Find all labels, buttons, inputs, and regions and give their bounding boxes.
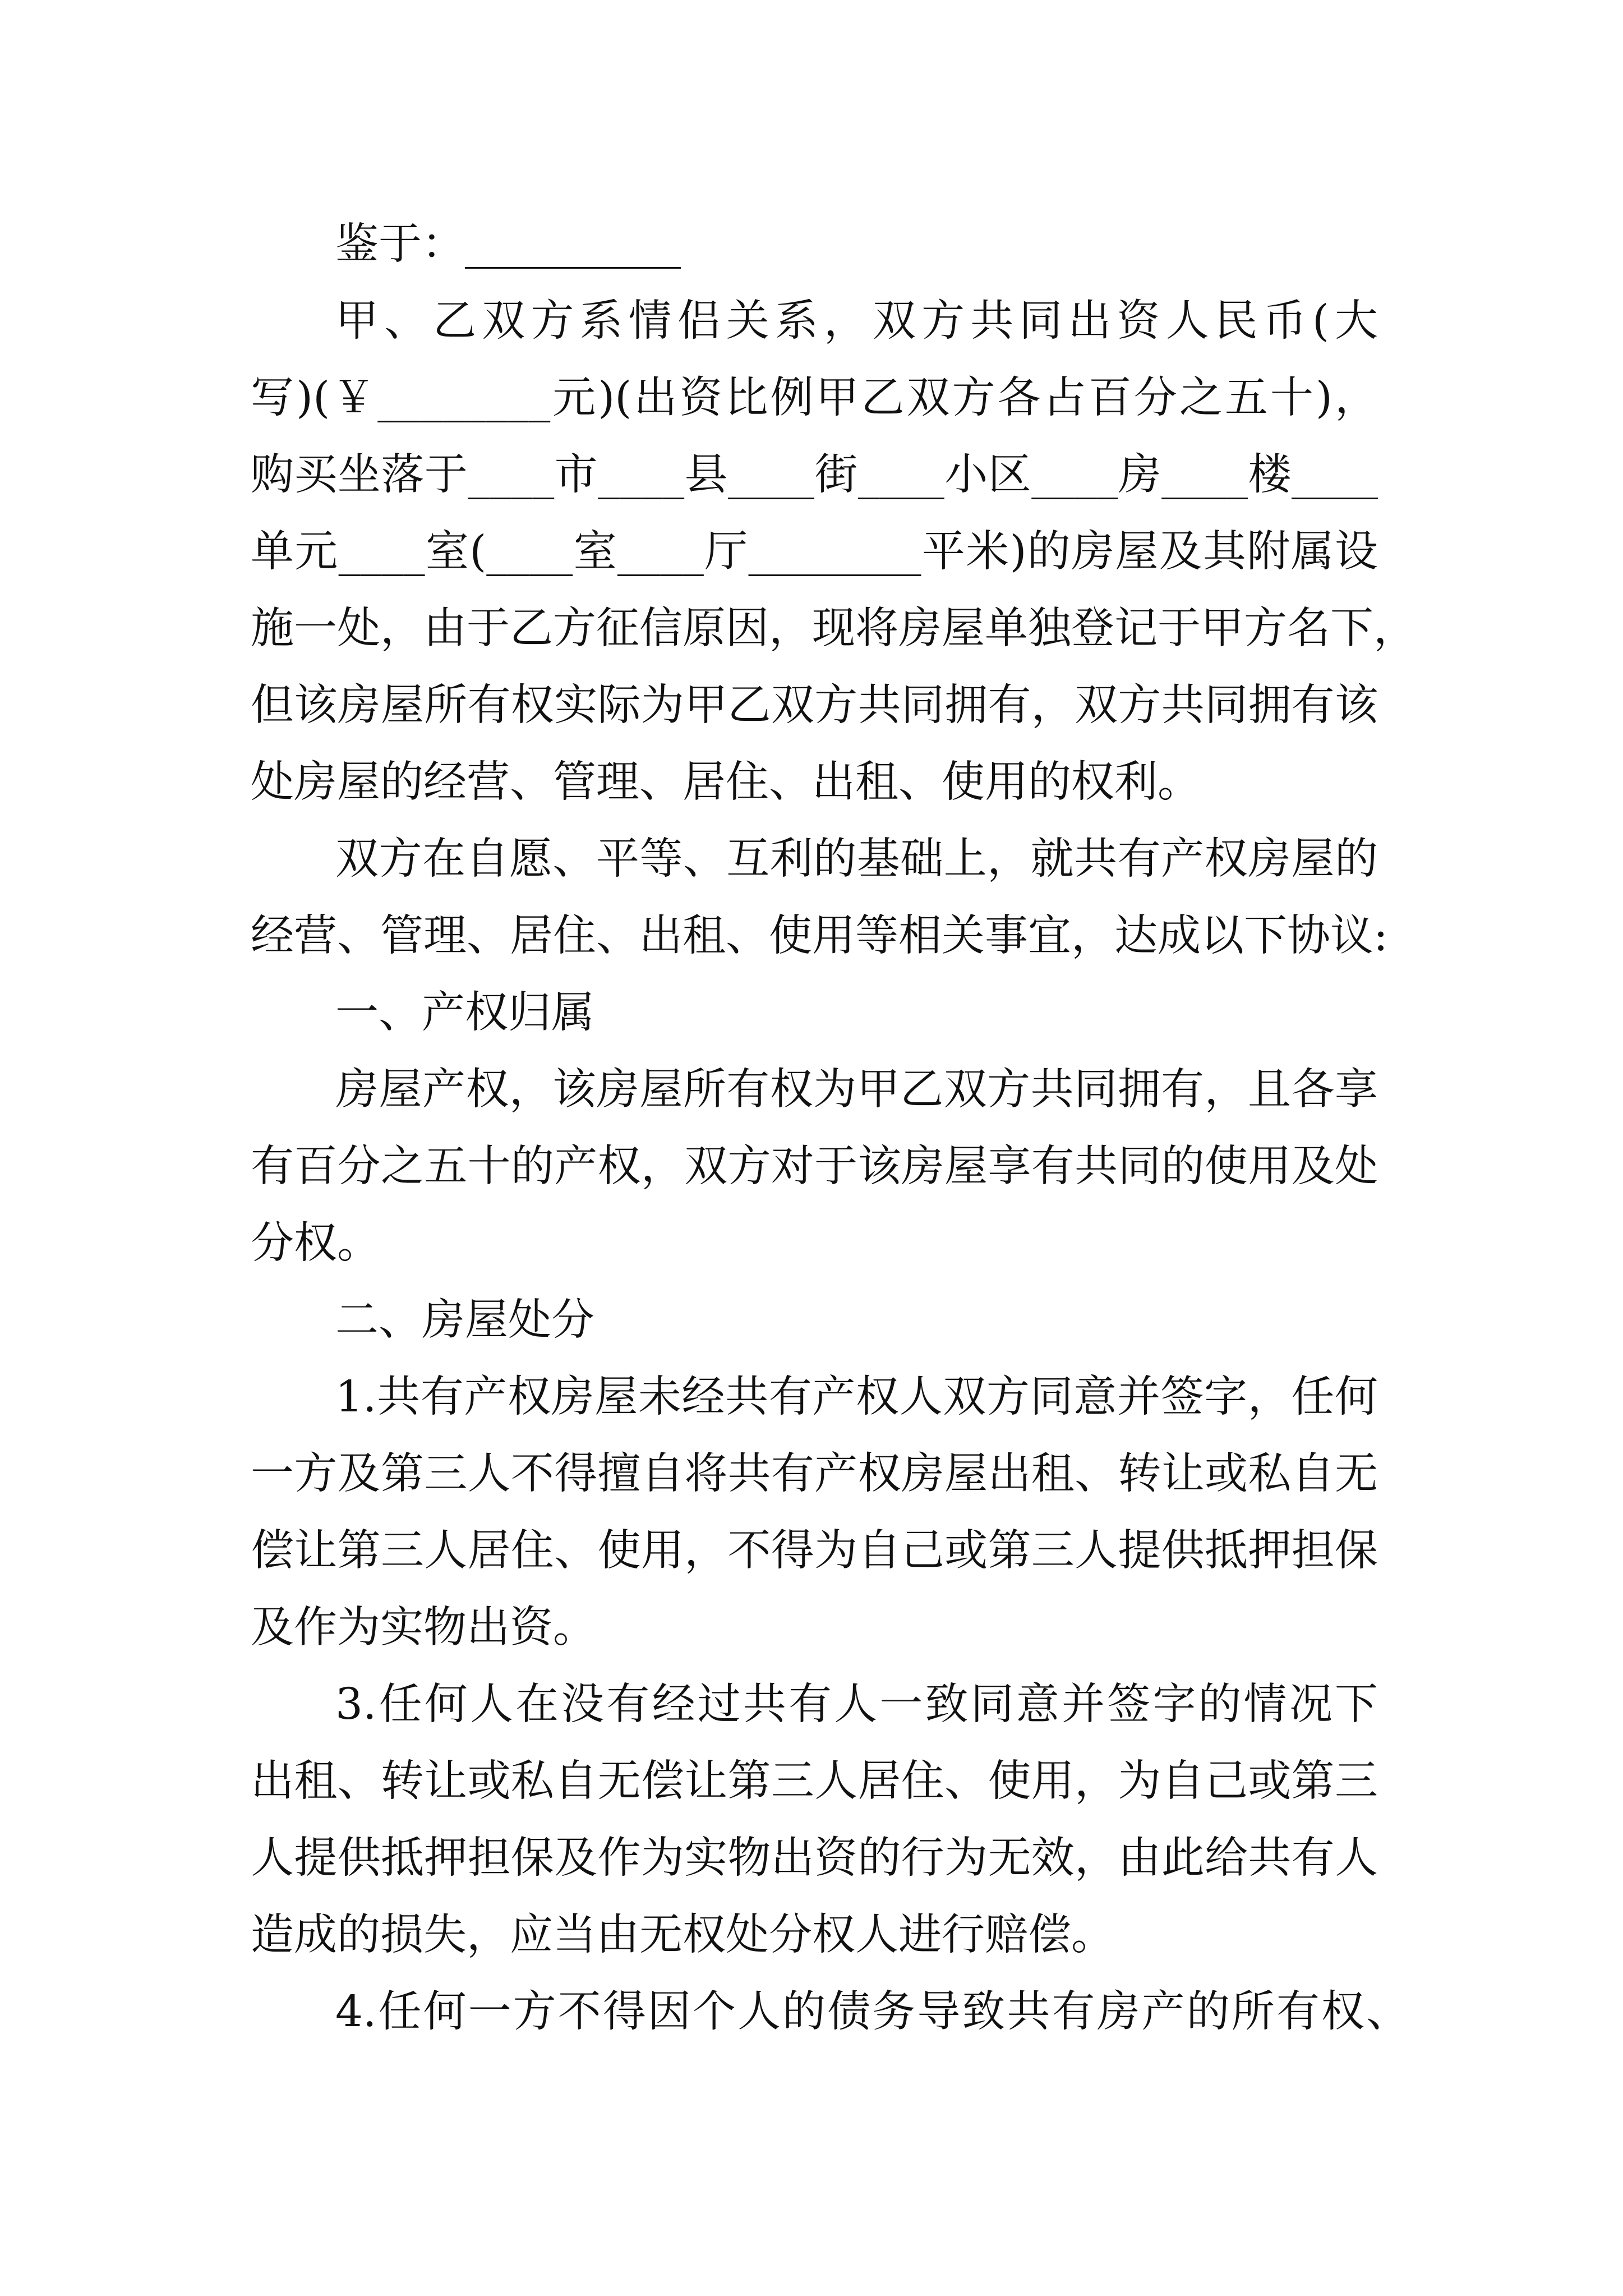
paragraph-line: 4.任何一方不得因个人的债务导致共有房产的所有权、 — [335, 1987, 1409, 2037]
paragraph-line: 施一处，由于乙方征信原因，现将房屋单独登记于甲方名下， — [251, 604, 1417, 654]
whereas-line: 鉴于：__________ — [335, 219, 681, 269]
paragraph-line: 房屋产权，该房屋所有权为甲乙双方共同拥有，且各享 — [335, 1065, 1378, 1115]
paragraph-line: 有百分之五十的产权，双方对于该房屋享有共同的使用及处 — [251, 1142, 1378, 1191]
paragraph-line: 甲、乙双方系情侣关系，双方共同出资人民币(大 — [335, 296, 1378, 346]
paragraph-line: 人提供抵押担保及作为实物出资的行为无效，由此给共有人 — [251, 1833, 1378, 1883]
paragraph-line: 偿让第三人居住、使用，不得为自己或第三人提供抵押担保 — [251, 1526, 1378, 1576]
paragraph-line: 但该房屋所有权实际为甲乙双方共同拥有，双方共同拥有该 — [251, 680, 1378, 730]
paragraph-line: 经营、管理、居住、出租、使用等相关事宜，达成以下协议: — [251, 911, 1388, 961]
paragraph-line: 3.任何人在没有经过共有人一致同意并签字的情况下 — [335, 1680, 1378, 1729]
paragraph-line: 分权。 — [251, 1218, 380, 1268]
section-heading: 一、产权归属 — [335, 988, 594, 1038]
paragraph-line: 一方及第三人不得擅自将共有产权房屋出租、转让或私自无 — [251, 1449, 1378, 1499]
paragraph-line: 造成的损失，应当由无权处分权人进行赔偿。 — [251, 1910, 1114, 1960]
paragraph-line: 处房屋的经营、管理、居住、出租、使用的权利。 — [251, 757, 1201, 807]
section-heading: 二、房屋处分 — [335, 1295, 594, 1345]
paragraph-line: 购买坐落于____市____县____街____小区____房____楼____ — [251, 450, 1378, 500]
paragraph-line: 1.共有产权房屋未经共有产权人双方同意并签字，任何 — [335, 1372, 1378, 1422]
paragraph-line: 写)(￥________元)(出资比例甲乙双方各占百分之五十)， — [251, 373, 1378, 423]
paragraph-line: 单元____室(____室____厅________平米)的房屋及其附属设 — [251, 527, 1378, 577]
paragraph-line: 双方在自愿、平等、互利的基础上，就共有产权房屋的 — [335, 834, 1378, 884]
paragraph-line: 及作为实物出资。 — [251, 1603, 596, 1653]
paragraph-line: 出租、转让或私自无偿让第三人居住、使用，为自己或第三 — [251, 1756, 1378, 1806]
